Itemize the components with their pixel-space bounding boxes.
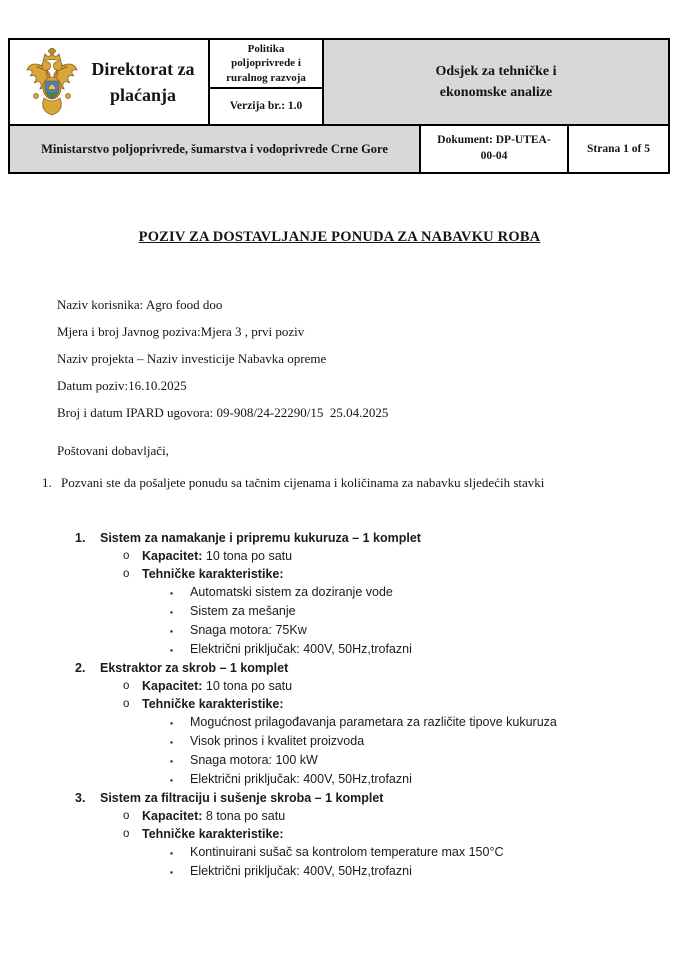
- equipment-item-2: [0, 659, 679, 789]
- document-code-label: Dokument: DP-UTEA-00-04: [437, 134, 551, 162]
- tech-line: [0, 825, 679, 843]
- item-title-line: [0, 789, 679, 807]
- item-title-line: [0, 659, 679, 677]
- meta-line-contract: Broj i datum IPARD ugovora: 09-908/24-22290/15 25.04.2025: [57, 405, 389, 420]
- item-number: 1.: [75, 531, 86, 545]
- policy-label: Politika poljoprivrede i ruralnog razvoja: [210, 40, 322, 89]
- item-title-line: [0, 529, 679, 547]
- detail-line: [0, 602, 679, 621]
- detail-line: [0, 843, 679, 862]
- intro-text: Pozvani ste da pošaljete ponudu sa tačnim cijenama i količinama za nabavku sljedećih stavki: [61, 475, 545, 490]
- circle-bullet-icon: o: [123, 550, 130, 562]
- square-bullet-icon: ▪: [170, 848, 174, 858]
- ministry-label: Ministarstvo poljoprivrede, šumarstva i vodoprivrede Crne Gore: [41, 141, 388, 156]
- square-bullet-icon: ▪: [170, 737, 174, 747]
- detail-text: Sistem za mešanje: [190, 604, 296, 618]
- tech-line: [0, 565, 679, 583]
- detail-line: [0, 770, 679, 789]
- capacity-label: Kapacitet:: [142, 679, 203, 693]
- meta-block: [57, 291, 649, 426]
- document-title: POZIV ZA DOSTAVLJANJE PONUDA ZA NABAVKU ROBA: [138, 229, 541, 245]
- circle-bullet-icon: o: [123, 810, 130, 822]
- meta-line-beneficiary: Naziv korisnika: Agro food doo: [57, 297, 223, 312]
- circle-bullet-icon: o: [123, 680, 130, 692]
- header-cell-ministry: [10, 126, 421, 172]
- square-bullet-icon: ▪: [170, 775, 174, 785]
- detail-line: [0, 583, 679, 602]
- capacity-label: Kapacitet:: [142, 549, 203, 563]
- circle-bullet-icon: o: [123, 568, 130, 580]
- equipment-item-1: [0, 529, 679, 659]
- department-label: Odsjek za tehničke i ekonomske analize: [435, 64, 557, 100]
- detail-line: [0, 621, 679, 640]
- detail-line: [0, 732, 679, 751]
- item-title: Sistem za filtraciju i sušenje skroba – 1 komplet: [100, 791, 384, 805]
- montenegro-coat-of-arms-icon: [24, 48, 80, 116]
- header-cell-document-code: [421, 126, 569, 172]
- detail-text: Snaga motora: 100 kW: [190, 753, 318, 767]
- capacity-label: Kapacitet:: [142, 809, 203, 823]
- detail-text: Mogućnost prilagođavanja parametara za različite tipove kukuruza: [190, 715, 557, 729]
- square-bullet-icon: ▪: [170, 867, 174, 877]
- header-row-1: [10, 40, 668, 124]
- page-number-label: Strana 1 of 5: [587, 143, 650, 155]
- equipment-item-3: [0, 789, 679, 881]
- capacity-line: [0, 547, 679, 565]
- tech-label: Tehničke karakteristike:: [142, 827, 284, 841]
- item-number: 2.: [75, 661, 86, 675]
- square-bullet-icon: ▪: [170, 588, 174, 598]
- detail-text: Visok prinos i kvalitet proizvoda: [190, 734, 365, 748]
- square-bullet-icon: ▪: [170, 645, 174, 655]
- header-cell-policy-version: [210, 40, 324, 124]
- directorate-title: Direktorat za plaćanja: [91, 58, 195, 105]
- capacity-line: [0, 807, 679, 825]
- tech-label: Tehničke karakteristike:: [142, 697, 284, 711]
- meta-line-call-date: Datum poziv:16.10.2025: [57, 378, 187, 393]
- square-bullet-icon: ▪: [170, 756, 174, 766]
- meta-line-measure: Mjera i broj Javnog poziva:Mjera 3 , prvi poziv: [57, 324, 305, 339]
- capacity-value: 10 tona po satu: [202, 549, 293, 563]
- circle-bullet-icon: o: [123, 698, 130, 710]
- capacity-value: 10 tona po satu: [202, 679, 293, 693]
- detail-text: Električni priključak: 400V, 50Hz,trofazni: [190, 642, 412, 656]
- version-label: Verzija br.: 1.0: [229, 100, 303, 113]
- meta-line-project: Naziv projekta – Naziv investicije Nabavka opreme: [57, 351, 327, 366]
- detail-line: [0, 862, 679, 881]
- detail-line: [0, 751, 679, 770]
- header-row-2: [10, 124, 668, 172]
- circle-bullet-icon: o: [123, 828, 130, 840]
- tech-line: [0, 695, 679, 713]
- intro-paragraph: [42, 475, 659, 491]
- item-number: 3.: [75, 791, 86, 805]
- tech-label: Tehničke karakteristike:: [142, 567, 284, 581]
- square-bullet-icon: ▪: [170, 718, 174, 728]
- detail-text: Električni priključak: 400V, 50Hz,trofazni: [190, 772, 412, 786]
- item-title: Sistem za namakanje i pripremu kukuruza – 1 komplet: [100, 531, 421, 545]
- detail-text: Električni priključak: 400V, 50Hz,trofazni: [190, 864, 412, 878]
- capacity-value: 8 tona po satu: [202, 809, 286, 823]
- salutation: Poštovani dobavljači,: [57, 443, 169, 458]
- intro-number: 1.: [42, 475, 52, 490]
- detail-line: [0, 713, 679, 732]
- detail-text: Kontinuirani sušač sa kontrolom temperature max 150°C: [190, 845, 504, 859]
- detail-text: Automatski sistem za doziranje vode: [190, 585, 393, 599]
- header-cell-directorate: [10, 40, 210, 124]
- header-cell-page-number: [569, 126, 668, 172]
- equipment-list: [0, 529, 679, 881]
- square-bullet-icon: ▪: [170, 607, 174, 617]
- detail-text: Snaga motora: 75Kw: [190, 623, 307, 637]
- detail-line: [0, 640, 679, 659]
- square-bullet-icon: ▪: [170, 626, 174, 636]
- header-table: [8, 38, 670, 174]
- item-title: Ekstraktor za skrob – 1 komplet: [100, 661, 289, 675]
- header-cell-department: [324, 40, 668, 124]
- capacity-line: [0, 677, 679, 695]
